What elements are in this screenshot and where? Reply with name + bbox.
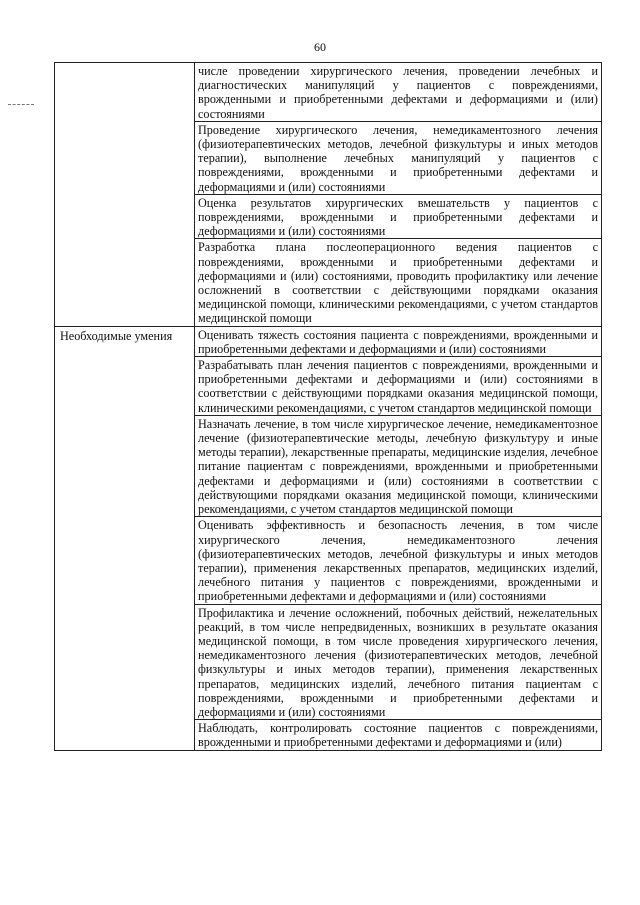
table-cell-text: Профилактика и лечение осложнений, побочных действий, нежелательных реакций, в том числе непредвиденных, возникших в результате оказания медицинской помощи, в том числе проведения хирургического лечения, немедикаментозного лечения (физиотерапевтических методов, лечебной физкультуры и иных методов терапии), применения лекарственных препаратов, медицинских изделий, лечебного питания пациентам с повреждениями, врожденными и приобретенными дефектами и деформациями и (или) состояниями [195, 604, 602, 720]
table-cell-text: Назначать лечение, в том числе хирургическое лечение, немедикаментозное лечение (физиотерапевтические методы, лечебную физкультуру и иные методы терапии), лекарственные препараты, медицинские изделия, лечебное питание пациентам с повреждениями, врожденными и приобретенными дефектами и деформациями и (или) состояниями в соответствии с действующими порядками оказания медицинской помощи, клиническими рекомендациями, с учетом стандартов медицинской помощи [195, 415, 602, 516]
table-cell-text: Разработка плана послеоперационного ведения пациентов с повреждениями, врожденными и приобретенными дефектами и деформациями и (или) состояниями, проводить профилактику или лечение осложнений в соответствии с действующими порядками оказания медицинской помощи, клиническими рекомендациями, с учетом стандартов медицинской помощи [195, 239, 602, 326]
table-cell-text: Оценка результатов хирургических вмешательств у пациентов с повреждениями, врожденными и приобретенными дефектами и деформациями и (или) состояниями [195, 194, 602, 239]
table-cell-text: Проведение хирургического лечения, немедикаментозного лечения (физиотерапевтических методов, лечебной физкультуры и иных методов терапии), выполнение лечебных манипуляций у пациентов с повреждениями, врожденными и приобретенными дефектами и деформациями и (или) состояниями [195, 121, 602, 194]
table-cell-text: Наблюдать, контролировать состояние пациентов с повреждениями, врожденными и приобретенными дефектами и деформациями и (или) [195, 720, 602, 750]
table-cell-label [55, 63, 195, 327]
competency-table [54, 62, 602, 751]
table-cell-label: Необходимые умения [55, 326, 195, 750]
margin-mark [8, 104, 34, 106]
table-cell-text: Разрабатывать план лечения пациентов с повреждениями, врожденными и приобретенными дефектами и деформациями и (или) состояниями в соответствии с действующими порядками оказания медицинской помощи, клиническими рекомендациями, с учетом стандартов медицинской помощи [195, 357, 602, 416]
page-number: 60 [314, 40, 326, 54]
table-cell-text: Оценивать эффективность и безопасность лечения, в том числе хирургического лечения, немедикаментозного лечения (физиотерапевтических методов, лечебной физкультуры и иных методов терапии), применения лекарственных препаратов, медицинских изделий, лечебного питания у пациентов с повреждениями, врожденными и приобретенными дефектами и деформациями и (или) состояниями [195, 517, 602, 604]
table-row [55, 63, 602, 122]
table-row [55, 326, 602, 356]
table-cell-text: Оценивать тяжесть состояния пациента с повреждениями, врожденными и приобретенными дефектами и деформациями и (или) состояниями [195, 326, 602, 356]
table-cell-text: числе проведении хирургического лечения, проведении лечебных и диагностических манипуляций у пациентов с повреждениями, врожденными и приобретенными дефектами и деформациями и (или) состояниями [195, 63, 602, 122]
